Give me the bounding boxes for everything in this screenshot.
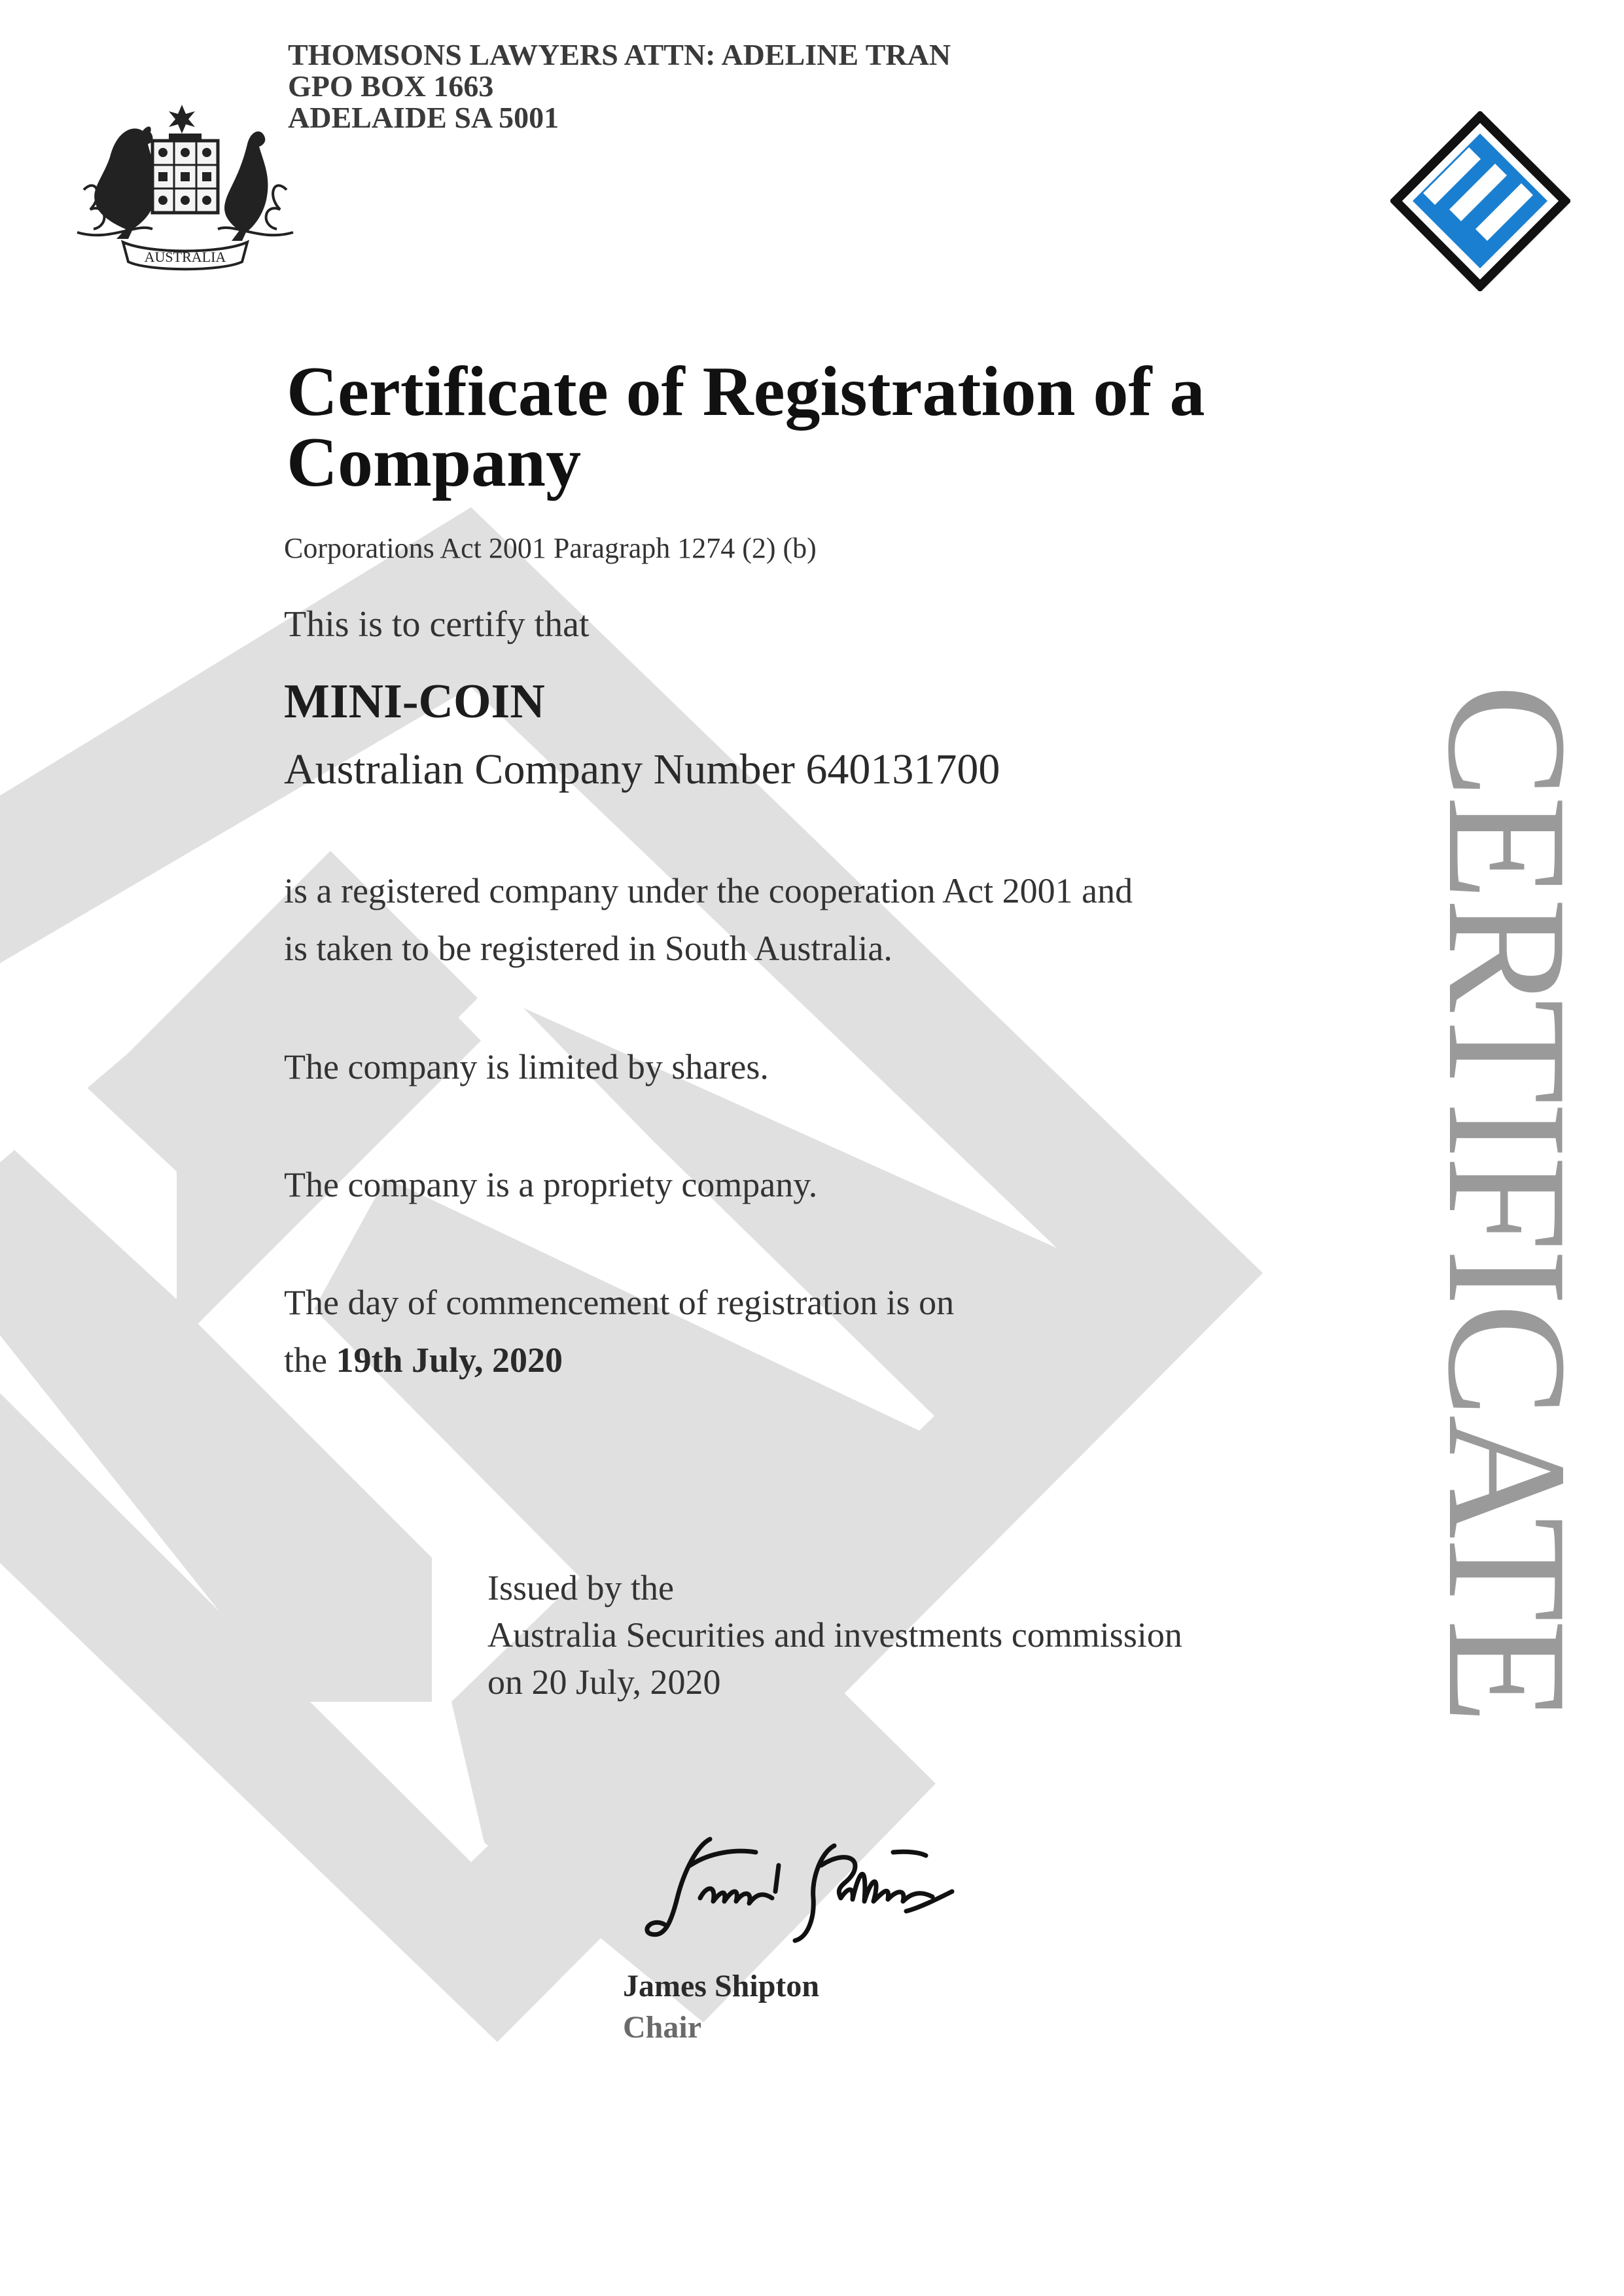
commencement-line-2	[284, 1331, 1331, 1389]
certificate-title: Certificate of Registration of a Company	[287, 353, 1205, 501]
company-name: MINI-COIN	[284, 675, 545, 728]
commencement-prefix: the	[284, 1340, 327, 1380]
company-type-paragraph	[284, 1156, 1331, 1213]
recipient-line-3: ADELAIDE SA 5001	[288, 101, 559, 134]
coat-of-arms-scroll-text: AUSTRALIA	[144, 249, 226, 265]
certify-text: This is to certify that	[284, 604, 590, 645]
shares-line: The company is limited by shares.	[284, 1047, 769, 1086]
commencement-line-1: The day of commencement of registration is on	[284, 1283, 955, 1322]
asic-logo-icon	[1390, 111, 1570, 291]
signatory-role: Chair	[623, 2010, 701, 2045]
recipient-address	[288, 39, 951, 134]
commencement-date: 19th July, 2020	[336, 1340, 563, 1380]
company-type-line: The company is a propriety company.	[284, 1165, 818, 1204]
issuance-block	[487, 1564, 1182, 1706]
recipient-line-1: THOMSONS LAWYERS ATTN: ADELINE TRAN	[288, 38, 951, 71]
recipient-line-2: GPO BOX 1663	[288, 69, 494, 103]
australian-coat-of-arms-icon	[71, 105, 300, 276]
certificate-subtitle: Corporations Act 2001 Paragraph 1274 (2) (b)	[284, 532, 817, 564]
commencement-paragraph	[284, 1274, 1331, 1389]
certificate-side-label: CERTIFICATE	[1413, 684, 1602, 1722]
registration-line-1: is a registered company under the cooperation Act 2001 and	[284, 871, 1133, 910]
issued-line-3: on 20 July, 2020	[487, 1662, 721, 1702]
signatory-name: James Shipton	[623, 1969, 820, 2003]
signature-image	[644, 1826, 985, 1957]
issued-line-2: Australia Securities and investments commission	[487, 1615, 1182, 1655]
registration-paragraph	[284, 862, 1331, 977]
company-number: Australian Company Number 640131700	[284, 745, 1000, 793]
registration-line-2: is taken to be registered in South Australia.	[284, 929, 892, 968]
issued-line-1: Issued by the	[487, 1568, 674, 1607]
shares-paragraph	[284, 1038, 1331, 1096]
